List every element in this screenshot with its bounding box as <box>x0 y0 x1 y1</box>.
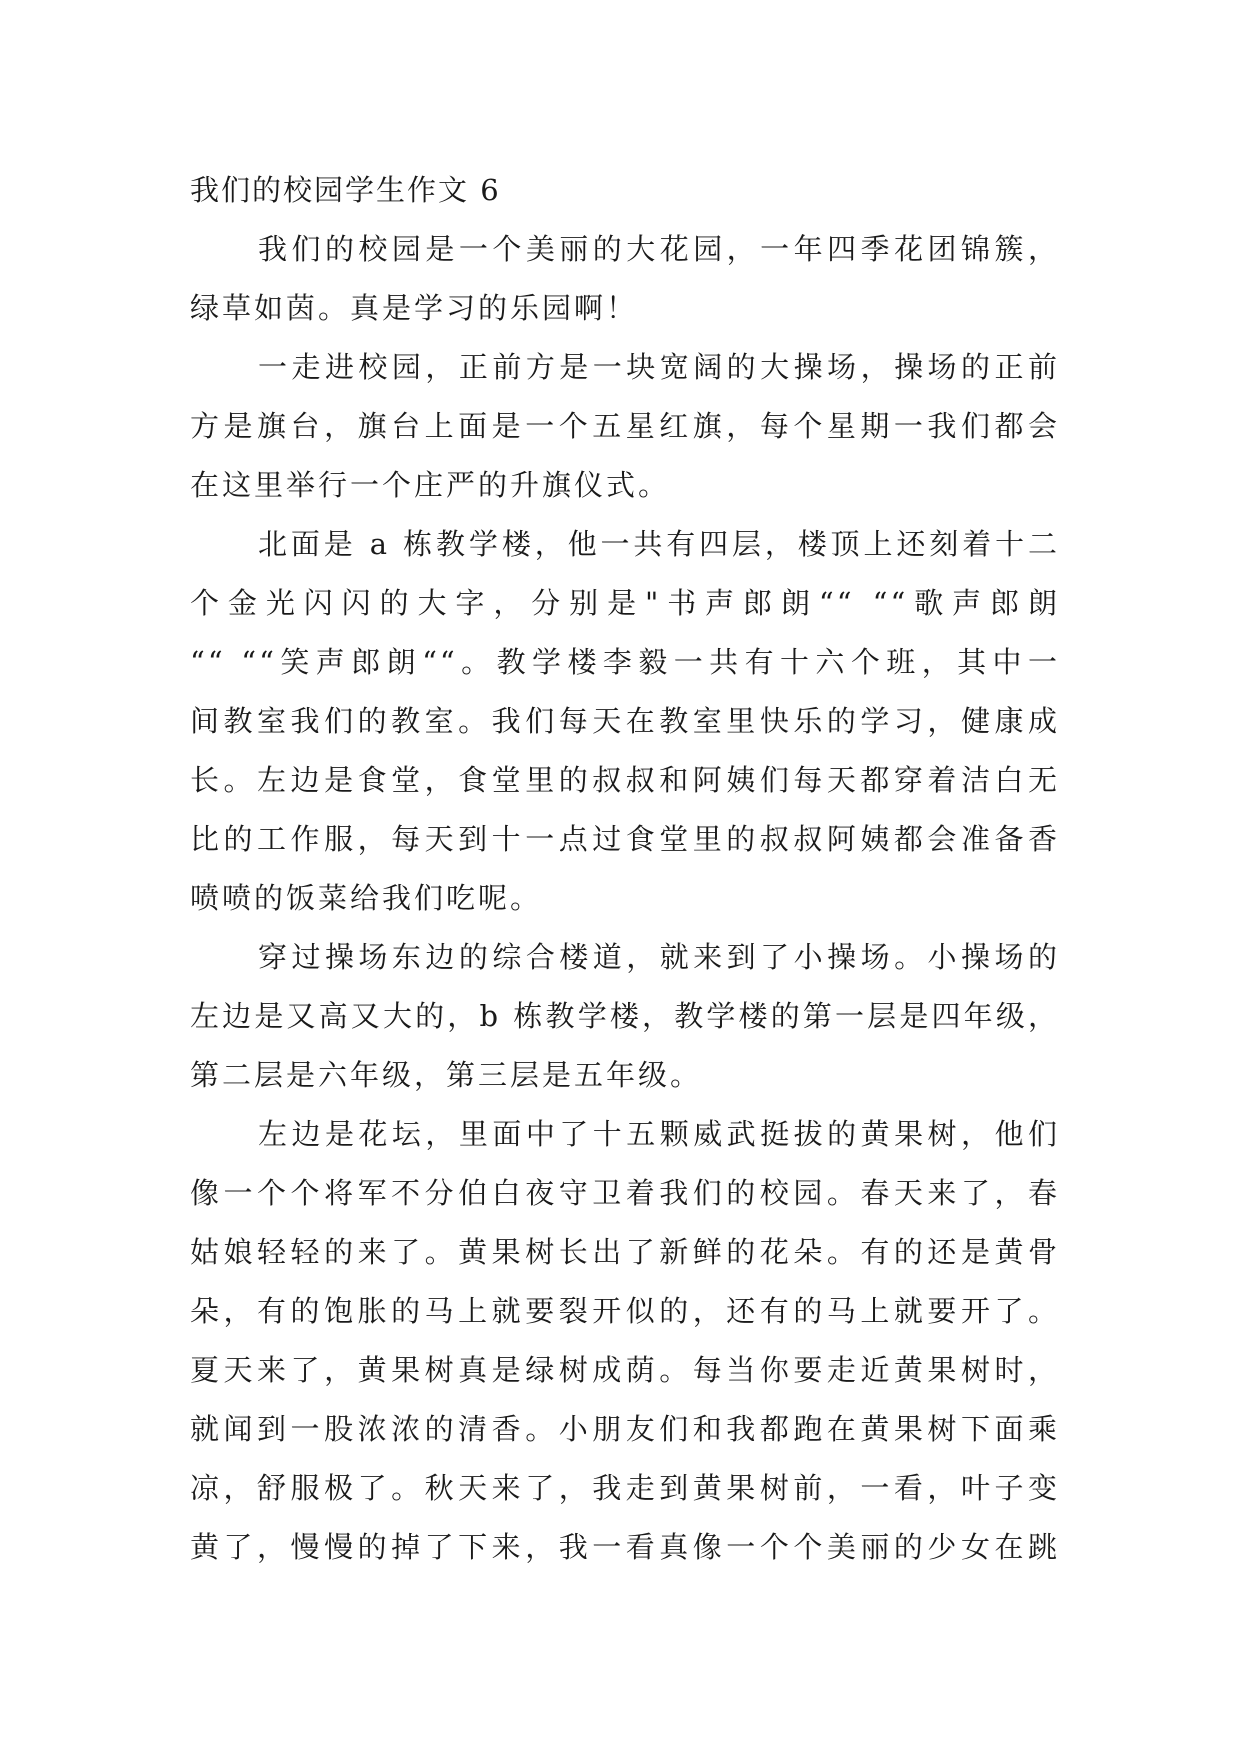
text-line: 长。左边是食堂，食堂里的叔叔和阿姨们每天都穿着洁白无 <box>190 763 1060 797</box>
text-line: 黄了，慢慢的掉了下来，我一看真像一个个美丽的少女在跳 <box>190 1530 1060 1564</box>
text-line: 像一个个将军不分伯白夜守卫着我们的校园。春天来了，春 <box>190 1176 1060 1210</box>
text-line: ““ ““笑声郎朗““。教学楼李毅一共有十六个班，其中一 <box>190 645 1060 679</box>
text-line: 北面是 a 栋教学楼，他一共有四层，楼顶上还刻着十二 <box>258 527 1060 561</box>
text-line: 在这里举行一个庄严的升旗仪式。 <box>190 468 671 502</box>
text-line: 方是旗台，旗台上面是一个五星红旗，每个星期一我们都会 <box>190 409 1060 443</box>
text-line: 夏天来了，黄果树真是绿树成荫。每当你要走近黄果树时， <box>190 1353 1060 1387</box>
text-line: 穿过操场东边的综合楼道，就来到了小操场。小操场的 <box>258 940 1060 974</box>
text-line: 朵，有的饱胀的马上就要裂开似的，还有的马上就要开了。 <box>190 1294 1060 1328</box>
essay-body <box>190 160 1060 1577</box>
paragraph-1 <box>190 220 1060 338</box>
text-line: 凉，舒服极了。秋天来了，我走到黄果树前，一看，叶子变 <box>190 1471 1060 1505</box>
text-line: 喷喷的饭菜给我们吃呢。 <box>190 881 543 915</box>
text-line: 第二层是六年级，第三层是五年级。 <box>190 1058 703 1092</box>
paragraph-3 <box>190 515 1060 928</box>
text-line: 左边是花坛，里面中了十五颗威武挺拔的黄果树，他们 <box>258 1117 1060 1151</box>
text-line: 比的工作服，每天到十一点过食堂里的叔叔阿姨都会准备香 <box>190 822 1060 856</box>
text-line: 一走进校园，正前方是一块宽阔的大操场，操场的正前 <box>258 350 1060 384</box>
text-line: 就闻到一股浓浓的清香。小朋友们和我都跑在黄果树下面乘 <box>190 1412 1060 1446</box>
essay-title: 我们的校园学生作文 6 <box>190 173 501 207</box>
text-line: 左边是又高又大的，b 栋教学楼，教学楼的第一层是四年级， <box>190 999 1060 1033</box>
paragraph-2 <box>190 338 1060 515</box>
text-line: 姑娘轻轻的来了。黄果树长出了新鲜的花朵。有的还是黄骨 <box>190 1235 1060 1269</box>
text-line: 我们的校园是一个美丽的大花园，一年四季花团锦簇， <box>258 232 1060 266</box>
text-line: 绿草如茵。真是学习的乐园啊！ <box>190 291 639 325</box>
paragraph-4 <box>190 928 1060 1105</box>
paragraph-5 <box>190 1105 1060 1577</box>
text-line: 个金光闪闪的大字，分别是"书声郎朗““ ““歌声郎朗 <box>190 586 1060 620</box>
text-line: 间教室我们的教室。我们每天在教室里快乐的学习，健康成 <box>190 704 1060 738</box>
